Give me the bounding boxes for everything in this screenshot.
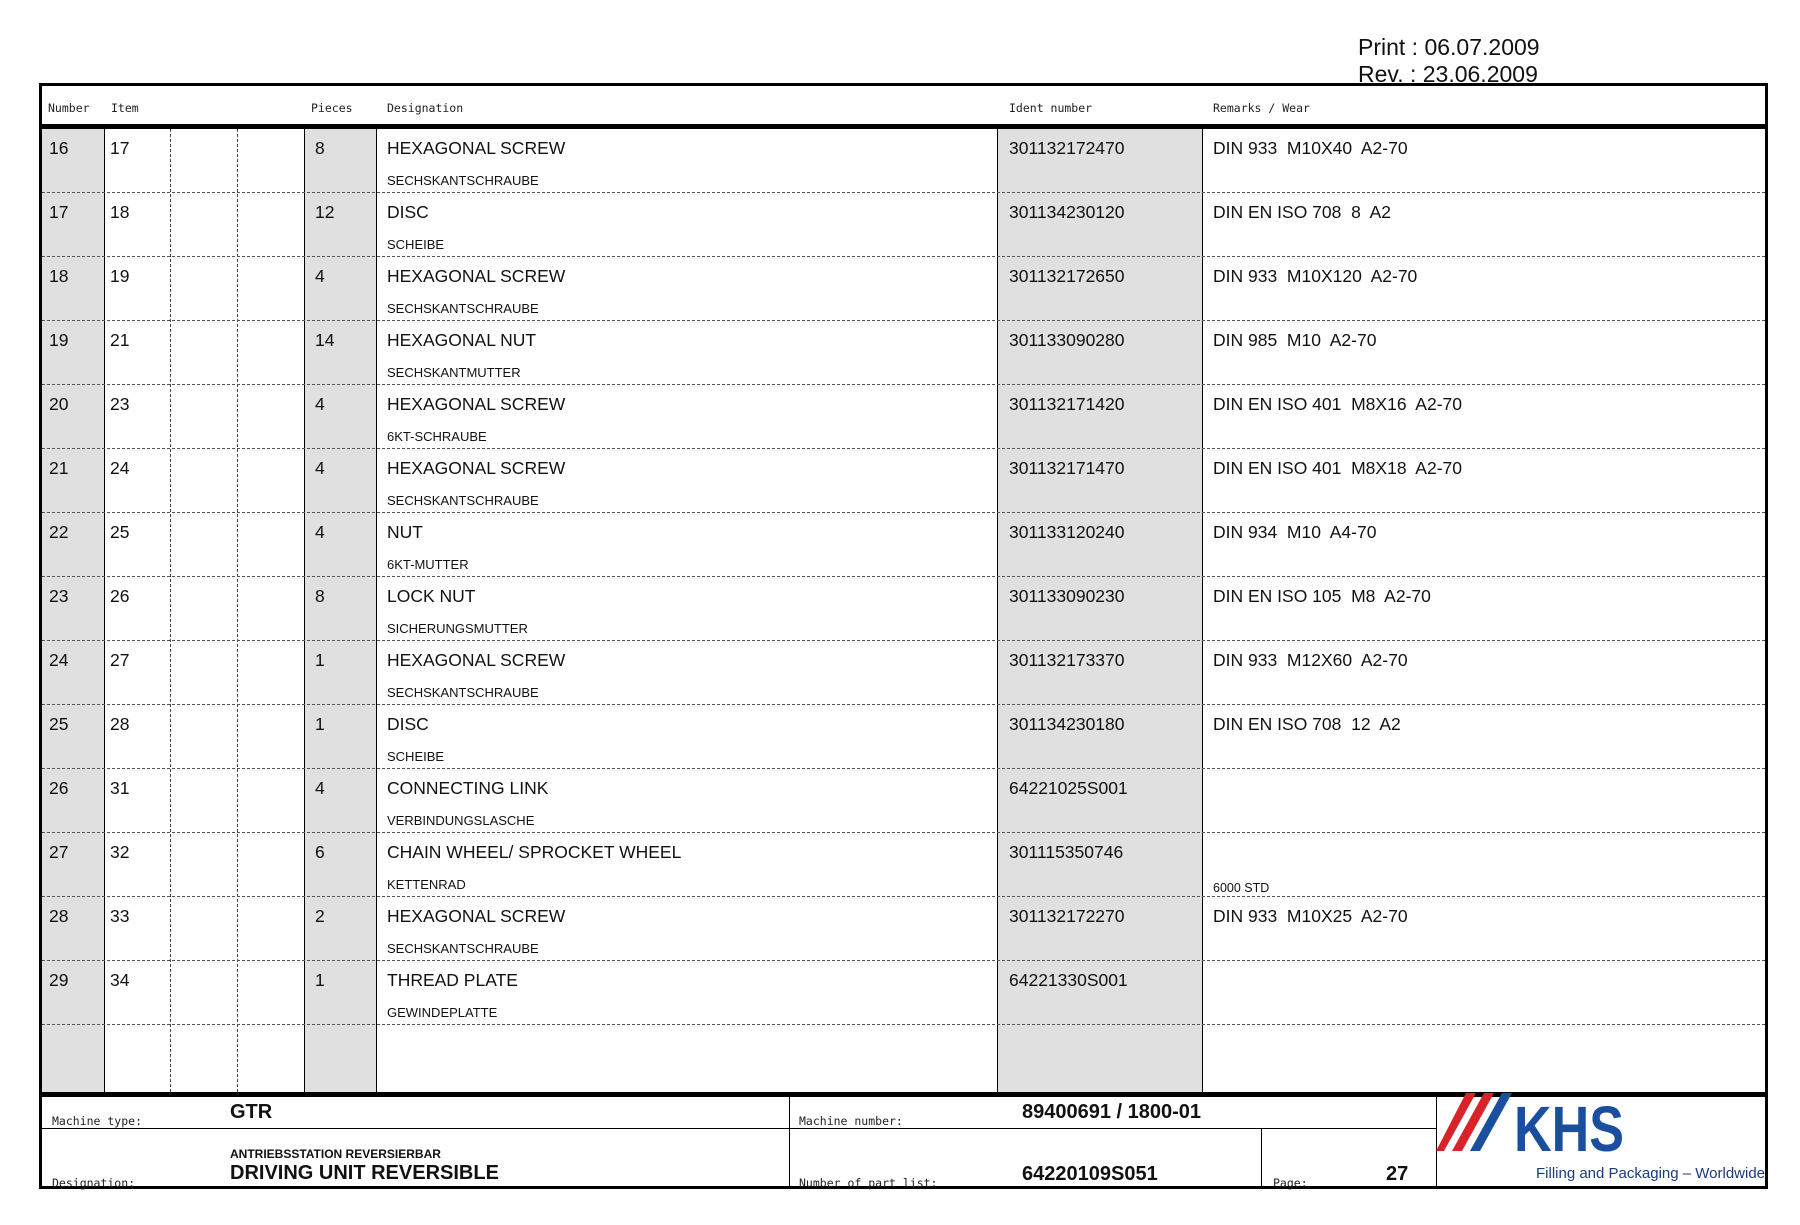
logo-brand-text: KHS — [1514, 1093, 1624, 1165]
row-remarks: DIN 985 M10 A2-70 — [1213, 330, 1377, 350]
row-pieces: 4 — [315, 778, 325, 798]
row-designation: DISC — [387, 714, 429, 734]
designation-de-value: ANTRIEBSSTATION REVERSIERBAR — [230, 1147, 441, 1161]
row-remarks: DIN 934 M10 A4-70 — [1213, 522, 1377, 542]
row-number: 21 — [49, 458, 69, 478]
row-number: 17 — [49, 202, 69, 222]
table-row — [42, 321, 1765, 385]
machine-number-value: 89400691 / 1800-01 — [1022, 1101, 1202, 1123]
row-item: 33 — [110, 906, 130, 926]
row-pieces: 8 — [315, 586, 325, 606]
row-remarks: DIN 933 M10X120 A2-70 — [1213, 266, 1418, 286]
row-ident-number: 301134230120 — [1009, 202, 1125, 222]
row-number: 20 — [49, 394, 69, 414]
revision-date: Rev. : 23.06.2009 — [1358, 61, 1538, 87]
print-date: Print : 06.07.2009 — [1358, 34, 1540, 60]
row-pieces: 1 — [315, 714, 325, 734]
title-block-divider — [1261, 1128, 1262, 1189]
table-row — [42, 257, 1765, 321]
row-item: 28 — [110, 714, 130, 734]
row-remarks: DIN 933 M10X25 A2-70 — [1213, 906, 1408, 926]
designation-label: Designation: — [52, 1176, 136, 1190]
row-ident-number: 301132172270 — [1009, 906, 1125, 926]
row-ident-number: 64221025S001 — [1009, 778, 1128, 798]
row-remarks: DIN 933 M10X40 A2-70 — [1213, 138, 1408, 158]
machine-type-value: GTR — [230, 1101, 273, 1123]
table-row — [42, 641, 1765, 705]
column-header-remarks: Remarks / Wear — [1213, 101, 1310, 115]
row-divider — [42, 1024, 1765, 1025]
row-designation-de: KETTENRAD — [387, 877, 466, 892]
row-designation: HEXAGONAL SCREW — [387, 394, 566, 414]
row-item: 24 — [110, 458, 130, 478]
row-number: 16 — [49, 138, 69, 158]
row-designation: CONNECTING LINK — [387, 778, 549, 798]
print-dates — [1358, 34, 1540, 88]
row-ident-number: 301132171420 — [1009, 394, 1125, 414]
row-designation: HEXAGONAL SCREW — [387, 138, 566, 158]
row-ident-number: 301133120240 — [1009, 522, 1125, 542]
row-ident-number: 301132172470 — [1009, 138, 1125, 158]
row-designation-de: SECHSKANTSCHRAUBE — [387, 493, 539, 508]
page-label: Page: — [1273, 1176, 1308, 1190]
row-designation: HEXAGONAL SCREW — [387, 266, 566, 286]
row-pieces: 14 — [315, 330, 335, 350]
machine-type-label: Machine type: — [52, 1114, 143, 1128]
logo-tagline: Filling and Packaging – Worldwide — [1536, 1165, 1766, 1182]
row-number: 18 — [49, 266, 69, 286]
row-item: 21 — [110, 330, 130, 350]
row-designation: HEXAGONAL SCREW — [387, 458, 566, 478]
row-number: 29 — [49, 970, 69, 990]
row-item: 34 — [110, 970, 130, 990]
row-designation-de: SECHSKANTMUTTER — [387, 365, 521, 380]
row-item: 31 — [110, 778, 130, 798]
row-remarks: DIN EN ISO 105 M8 A2-70 — [1213, 586, 1431, 606]
row-designation-de: 6KT-MUTTER — [387, 557, 469, 572]
row-pieces: 1 — [315, 970, 325, 990]
row-ident-number: 301133090230 — [1009, 586, 1125, 606]
row-designation-de: SCHEIBE — [387, 237, 445, 252]
part-list-value: 64220109S051 — [1022, 1163, 1158, 1185]
row-designation-de: 6KT-SCHRAUBE — [387, 429, 487, 444]
row-remarks: DIN EN ISO 401 M8X18 A2-70 — [1213, 458, 1463, 478]
row-item: 18 — [110, 202, 130, 222]
row-designation: LOCK NUT — [387, 586, 476, 606]
row-designation-de: SCHEIBE — [387, 749, 445, 764]
row-number: 26 — [49, 778, 69, 798]
table-row — [42, 897, 1765, 961]
part-list-label: Number of part list: — [799, 1176, 938, 1190]
row-number: 23 — [49, 586, 69, 606]
table-row — [42, 705, 1765, 769]
row-remarks: DIN 933 M12X60 A2-70 — [1213, 650, 1408, 670]
table-row — [42, 577, 1765, 641]
row-ident-number: 301132171470 — [1009, 458, 1125, 478]
row-ident-number: 301132173370 — [1009, 650, 1125, 670]
row-pieces: 4 — [315, 458, 325, 478]
row-designation: DISC — [387, 202, 429, 222]
row-item: 27 — [110, 650, 130, 670]
column-header-designation: Designation — [387, 101, 464, 115]
row-designation: CHAIN WHEEL/ SPROCKET WHEEL — [387, 842, 682, 862]
row-designation: HEXAGONAL NUT — [387, 330, 537, 350]
row-designation-de: VERBINDUNGSLASCHE — [387, 813, 535, 828]
column-header-item: Item — [111, 101, 139, 115]
row-ident-number: 301133090280 — [1009, 330, 1125, 350]
row-ident-number: 64221330S001 — [1009, 970, 1128, 990]
table-row — [42, 449, 1765, 513]
row-pieces: 4 — [315, 522, 325, 542]
table-row — [42, 385, 1765, 449]
row-item: 25 — [110, 522, 130, 542]
row-pieces: 1 — [315, 650, 325, 670]
column-header-number: Number — [48, 101, 90, 115]
column-header-pieces: Pieces — [311, 101, 353, 115]
title-block-divider — [42, 1128, 1436, 1129]
row-designation: HEXAGONAL SCREW — [387, 650, 566, 670]
row-number: 22 — [49, 522, 69, 542]
table-row — [42, 833, 1765, 897]
row-pieces: 2 — [315, 906, 325, 926]
table-row — [42, 513, 1765, 577]
row-designation-de: SICHERUNGSMUTTER — [387, 621, 528, 636]
row-designation: NUT — [387, 522, 423, 542]
row-pieces: 4 — [315, 394, 325, 414]
row-designation-de: SECHSKANTSCHRAUBE — [387, 685, 539, 700]
parts-list-sheet — [39, 83, 1768, 1189]
row-item: 26 — [110, 586, 130, 606]
table-row — [42, 129, 1765, 193]
row-designation-de: SECHSKANTSCHRAUBE — [387, 173, 539, 188]
row-ident-number: 301115350746 — [1009, 842, 1124, 862]
row-number: 27 — [49, 842, 69, 862]
row-pieces: 8 — [315, 138, 325, 158]
table-row — [42, 769, 1765, 833]
row-pieces: 6 — [315, 842, 325, 862]
row-designation: THREAD PLATE — [387, 970, 518, 990]
table-row — [42, 961, 1765, 1025]
row-number: 19 — [49, 330, 69, 350]
column-header-ident: Ident number — [1009, 101, 1093, 115]
row-number: 25 — [49, 714, 69, 734]
row-item: 19 — [110, 266, 130, 286]
row-item: 32 — [110, 842, 130, 862]
row-designation: HEXAGONAL SCREW — [387, 906, 566, 926]
page-number: 27 — [1386, 1163, 1409, 1185]
parts-table — [42, 129, 1765, 1092]
row-remarks: DIN EN ISO 401 M8X16 A2-70 — [1213, 394, 1463, 414]
row-designation-de: SECHSKANTSCHRAUBE — [387, 941, 539, 956]
row-ident-number: 301134230180 — [1009, 714, 1125, 734]
row-item: 23 — [110, 394, 130, 414]
row-ident-number: 301132172650 — [1009, 266, 1125, 286]
row-pieces: 12 — [315, 202, 335, 222]
row-designation-de: SECHSKANTSCHRAUBE — [387, 301, 539, 316]
machine-number-label: Machine number: — [799, 1114, 903, 1128]
row-number: 24 — [49, 650, 69, 670]
row-designation-de: GEWINDEPLATTE — [387, 1005, 498, 1020]
row-number: 28 — [49, 906, 69, 926]
column-header-row — [42, 86, 1765, 129]
title-block-divider — [789, 1097, 790, 1189]
table-row — [42, 193, 1765, 257]
row-pieces: 4 — [315, 266, 325, 286]
row-item: 17 — [110, 138, 130, 158]
row-remarks: DIN EN ISO 708 12 A2 — [1213, 714, 1401, 734]
row-remarks-secondary: 6000 STD — [1213, 881, 1270, 895]
designation-value: DRIVING UNIT REVERSIBLE — [230, 1162, 499, 1184]
row-remarks: DIN EN ISO 708 8 A2 — [1213, 202, 1391, 222]
